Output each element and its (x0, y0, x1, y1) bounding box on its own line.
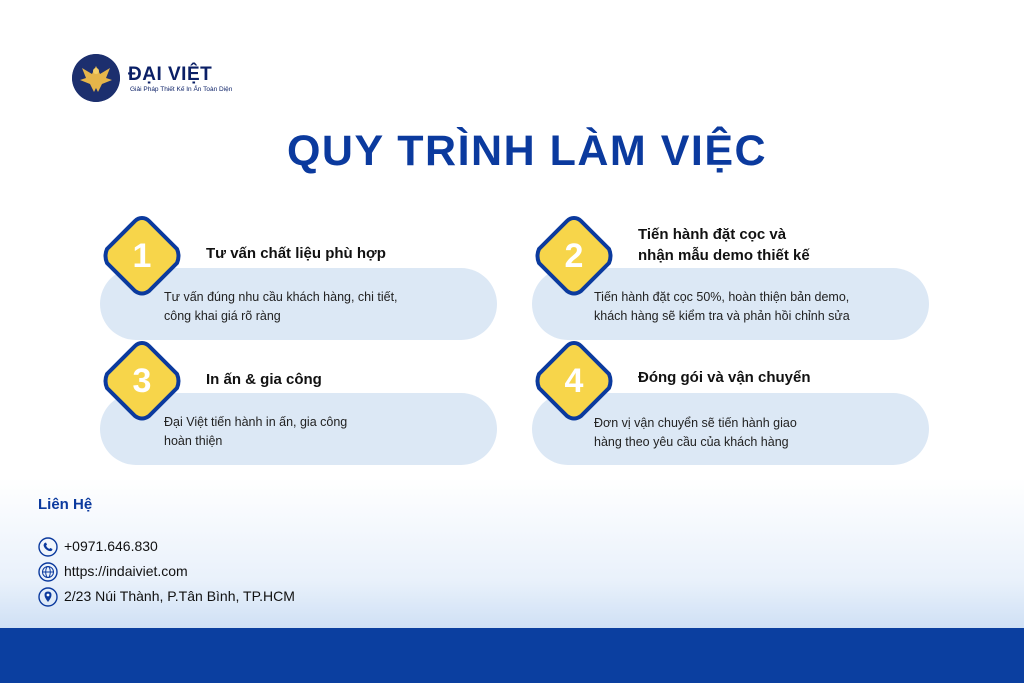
step-4-heading: Đóng gói và vận chuyển (638, 369, 811, 386)
step-4-badge (532, 339, 616, 423)
process-step-2 (532, 214, 952, 344)
location-pin-icon (38, 587, 58, 607)
page-title: QUY TRÌNH LÀM VIỆC (286, 127, 768, 175)
step-3-heading: In ấn & gia công (206, 371, 322, 388)
contact-address-text: 2/23 Núi Thành, P.Tân Bình, TP.HCM (64, 588, 295, 604)
step-4-number: 4 (564, 362, 584, 400)
step-2-heading: Tiến hành đặt cọc và nhận mẫu demo thiết kế (638, 226, 810, 264)
phone-icon (38, 537, 58, 557)
contact-phone-text: +0971.646.830 (64, 538, 158, 554)
contact-title: Liên Hệ (38, 496, 93, 513)
contact-website-text: https://indaiviet.com (64, 563, 188, 579)
footer-band (0, 628, 1024, 683)
process-step-4 (532, 339, 952, 469)
step-1-badge (100, 214, 184, 298)
globe-icon (38, 562, 58, 582)
step-2-description: Tiến hành đặt cọc 50%, hoàn thiện bản demo, khách hàng sẽ kiểm tra và phản hồi chỉnh sửa (594, 290, 850, 323)
process-step-1 (100, 214, 520, 344)
brand-tagline: Giải Pháp Thiết Kế In Ấn Toàn Diện (130, 86, 233, 93)
step-3-badge (100, 339, 184, 423)
step-3-number: 3 (132, 362, 152, 400)
step-3-description: Đại Việt tiến hành in ấn, gia công hoàn thiện (164, 415, 348, 448)
step-2-badge (532, 214, 616, 298)
step-1-description: Tư vấn đúng nhu cầu khách hàng, chi tiết, công khai giá rõ ràng (164, 290, 398, 323)
step-2-number: 2 (564, 237, 584, 275)
step-1-heading: Tư vấn chất liệu phù hợp (206, 245, 386, 262)
process-step-3 (100, 339, 520, 469)
step-4-description: Đơn vị vận chuyển sẽ tiến hành giao hàng theo yêu cầu của khách hàng (594, 416, 797, 449)
eagle-logo-icon (72, 54, 120, 102)
brand-name: ĐẠI VIỆT (128, 64, 213, 85)
brand-logo (72, 54, 272, 104)
step-1-number: 1 (132, 237, 152, 275)
